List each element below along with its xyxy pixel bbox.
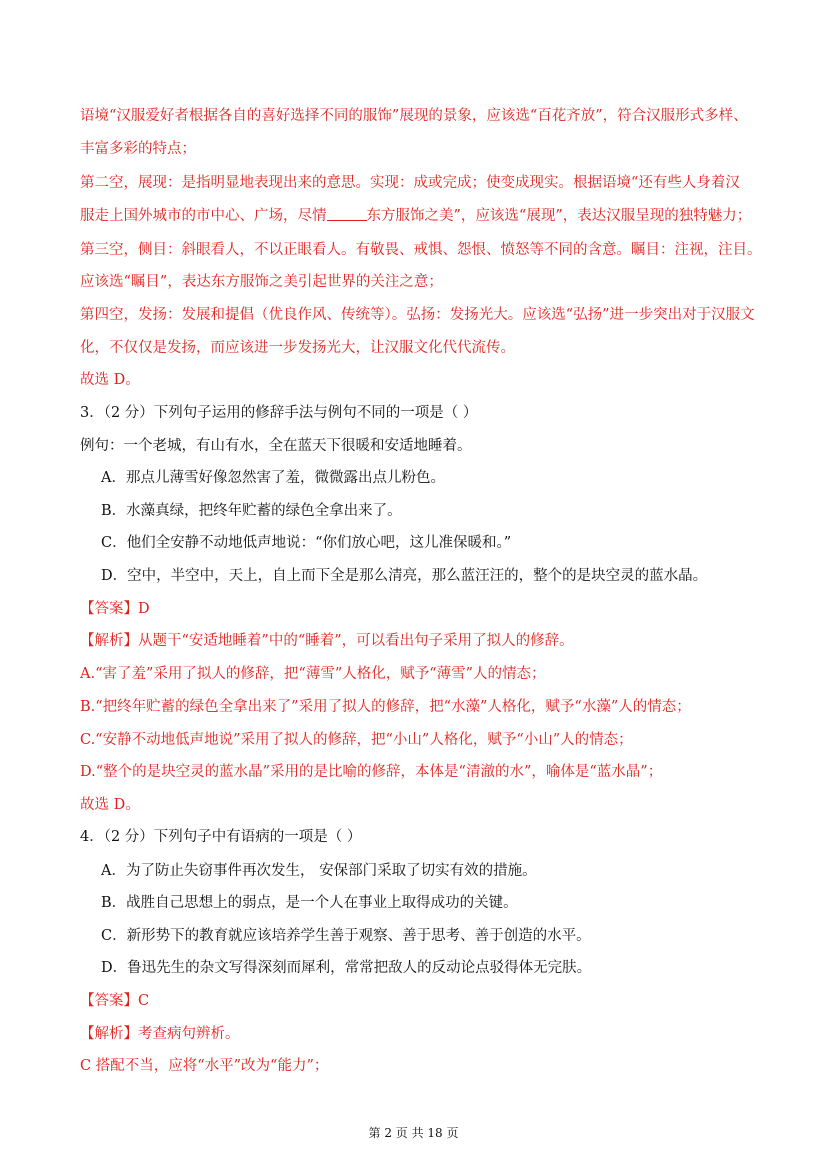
analysis-line <box>80 206 757 226</box>
text: 第三空，侧目：斜眼看人，不以正眼看人。有敬畏、戒惧、怨恨、愤怒等不同的含意。瞩目：注视，注目。 <box>80 242 762 258</box>
analysis-line <box>80 173 757 193</box>
question-3-analysis <box>80 631 757 651</box>
question-4-option-b <box>101 893 757 913</box>
text: A.“害了羞”采用了拟人的修辞，把“薄雪”人格化，赋予“薄雪”人的情态； <box>80 666 546 682</box>
analysis-line <box>80 1056 757 1076</box>
text: C．新形势下的教育就应该培养学生善于观察、善于思考、善于创造的水平。 <box>101 928 591 944</box>
text: C.“安静不动地低声地说”采用了拟人的修辞，把“小山”人格化，赋予“小山”人的情态； <box>80 732 633 748</box>
question-4-stem <box>80 827 757 847</box>
question-3-answer <box>80 599 757 619</box>
page-footer: 第 2 页 共 18 页 <box>368 1126 459 1140</box>
analysis-line <box>80 272 757 292</box>
analysis-line <box>80 240 762 260</box>
text: 4．（2 分）下列句子中有语病的一项是（ ） <box>80 829 362 845</box>
text: 语境“汉服爱好者根据各自的喜好选择不同的服饰”展现的景象，应该选“百花齐放”，符合汉服形式多样、 <box>80 108 748 124</box>
analysis-line <box>80 338 757 358</box>
fill-blank <box>327 206 367 221</box>
question-3-option-b <box>101 501 757 521</box>
analysis-line <box>80 370 757 390</box>
question-3-option-d <box>101 566 757 586</box>
question-3-example <box>80 436 757 456</box>
text: D．鲁迅先生的杂文写得深刻而犀利，常常把敌人的反动论点驳得体无完肤。 <box>101 960 592 976</box>
analysis-line <box>80 106 757 126</box>
text: 应该选“瞩目”，表达东方服饰之美引起世界的关注之意； <box>80 274 443 290</box>
analysis-line <box>80 139 757 159</box>
text: C．他们全安静不动地低声地说：“你们放心吧，这儿准保暖和。” <box>101 535 512 551</box>
text: A．那点儿薄雪好像忽然害了羞，微微露出点儿粉色。 <box>101 470 445 486</box>
text: 例句：一个老城，有山有水，全在蓝天下很暖和安适地睡着。 <box>80 438 472 454</box>
analysis-line <box>80 664 757 684</box>
question-3-option-c <box>101 533 757 553</box>
text: 故选 D。 <box>80 797 140 813</box>
text: D．空中，半空中，天上，自上而下全是那么清亮，那么蓝汪汪的，整个的是块空灵的蓝水晶。 <box>101 568 708 584</box>
text: 服走上国外城市的市中心、广场，尽情 <box>80 208 327 224</box>
text: 3．（2 分）下列句子运用的修辞手法与例句不同的一项是（ ） <box>80 405 478 421</box>
analysis-line <box>80 730 757 750</box>
text: A．为了防止失窃事件再次发生， 安保部门采取了切实有效的措施。 <box>101 863 537 879</box>
question-3-option-a <box>101 468 757 488</box>
text: C 搭配不当，应将“水平”改为“能力”； <box>80 1058 329 1074</box>
text: 丰富多彩的特点； <box>80 141 196 157</box>
text: 第四空，发扬：发展和提倡（优良作风、传统等）。弘扬：发扬光大。应该选“弘扬”进一步突出对于汉服文 <box>80 307 755 323</box>
analysis-line <box>80 762 757 782</box>
question-4-option-d <box>101 958 757 978</box>
question-3-stem <box>80 403 757 423</box>
text: 故选 D。 <box>80 372 140 388</box>
analysis-line <box>80 697 757 717</box>
question-4-answer <box>80 991 757 1011</box>
text: B.“把终年贮蓄的绿色全拿出来了”采用了拟人的修辞，把“水藻”人格化，赋予“水藻”人的情态； <box>80 699 691 715</box>
text: 【解析】考查病句辨析。 <box>80 1026 240 1042</box>
text: 化，不仅仅是发扬，而应该进一步发扬光大，让汉服文化代代流传。 <box>80 340 515 356</box>
text: 第二空，展现：是指明显地表现出来的意思。实现：成或完成；使变成现实。根据语境“还有些人身着汉 <box>80 175 740 191</box>
text: D.“整个的是块空灵的蓝水晶”采用的是比喻的修辞，本体是“清澈的水”，喻体是“蓝水晶”； <box>80 764 663 780</box>
text: 【解析】从题干“安适地睡着”中的“睡着”，可以看出句子采用了拟人的修辞。 <box>80 633 574 649</box>
analysis-line <box>80 305 757 325</box>
text: 【答案】D <box>80 601 150 617</box>
text: 【答案】C <box>80 993 150 1009</box>
question-4-analysis <box>80 1024 757 1044</box>
question-4-option-c <box>101 926 757 946</box>
question-4-option-a <box>101 861 757 881</box>
text: B．水藻真绿，把终年贮蓄的绿色全拿出来了。 <box>101 503 402 519</box>
analysis-line <box>80 795 757 815</box>
text: B．战胜自己思想上的弱点，是一个人在事业上取得成功的关键。 <box>101 895 518 911</box>
text: 东方服饰之美”，应该选“展现”，表达汉服呈现的独特魅力； <box>366 208 752 224</box>
